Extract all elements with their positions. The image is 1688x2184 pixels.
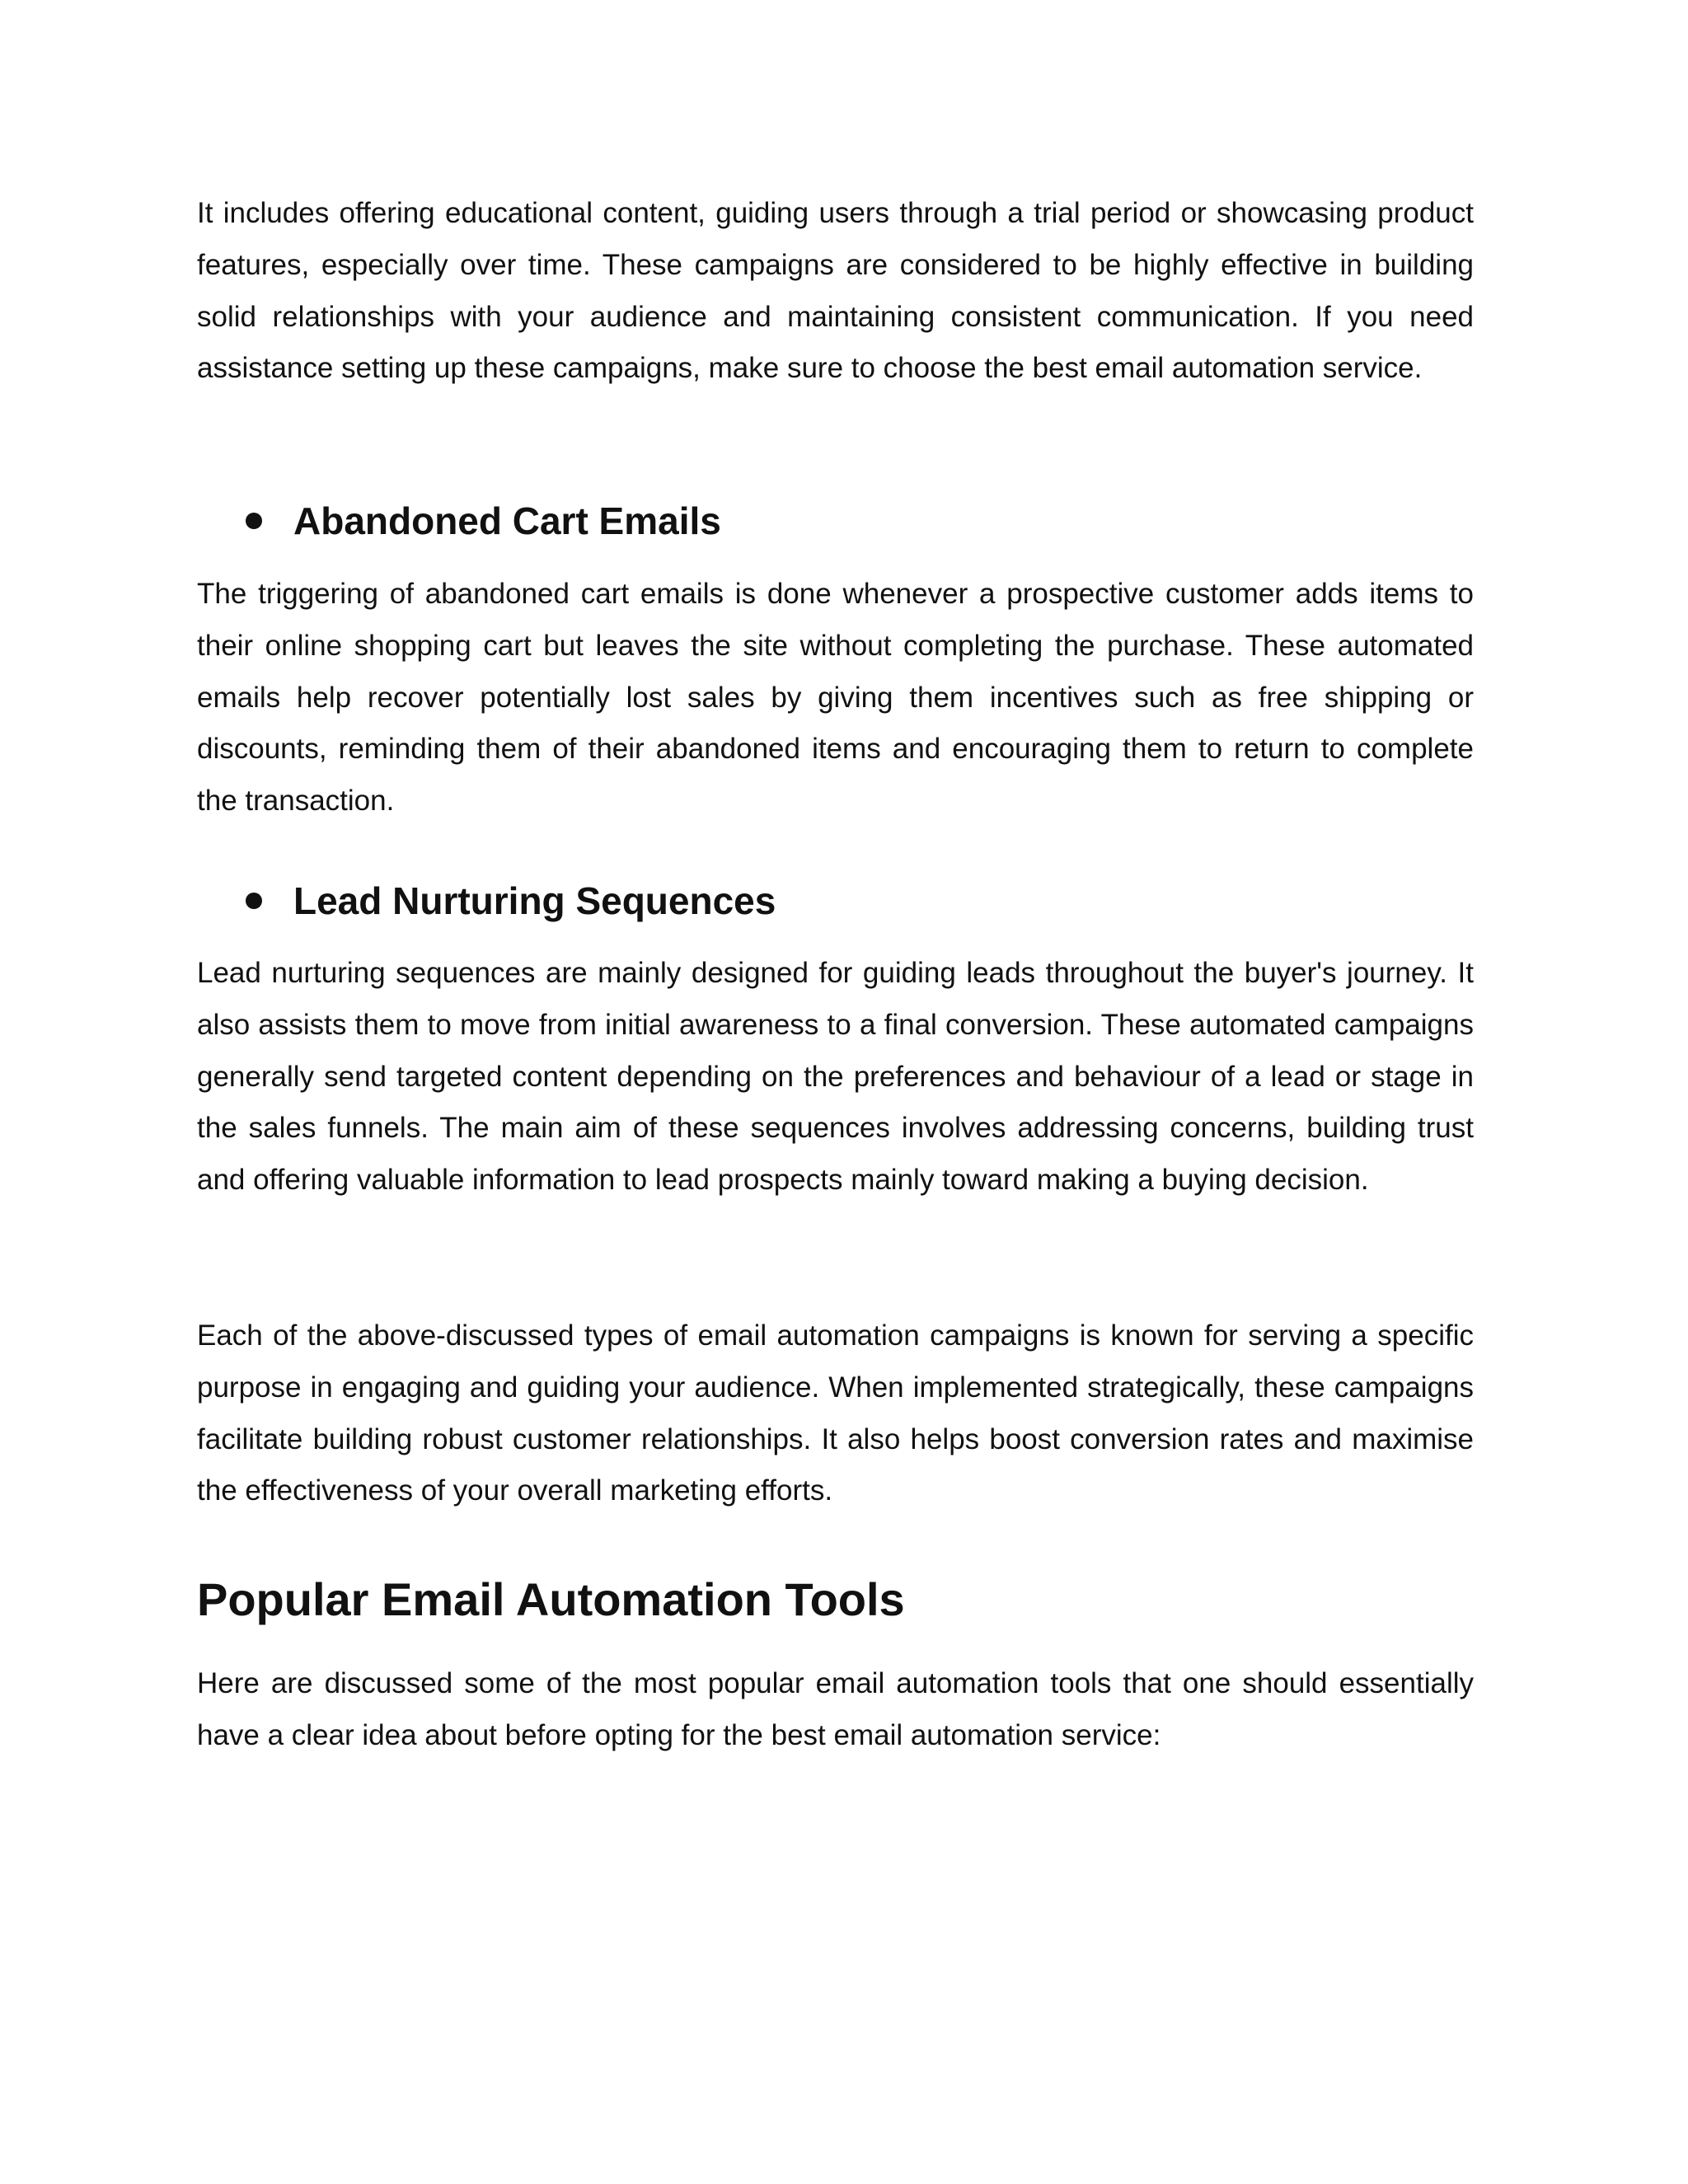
intro-paragraph: It includes offering educational content, guiding users through a trial period or showcasing product features, especially over time. These campaigns are considered to be highly effective in building solid relationships with your audience and maintaining consistent communication. If you need assistance setting up these campaigns, make sure to choose the best email automation service. [197,197,1474,385]
tools-intro-paragraph: Here are discussed some of the most popular email automation tools that one should essentially have a clear idea about before opting for the best email automation service: [197,1667,1474,1751]
heading-abandoned-cart [246,496,721,546]
heading-lead-nurturing [246,876,776,926]
abandoned-cart-paragraph: The triggering of abandoned cart emails is done whenever a prospective customer adds items to their online shopping cart but leaves the site without completing the purchase. These automated emails help recover potentially lost sales by giving them incentives such as free shipping or discounts, reminding them of their abandoned items and encouraging them to return to complete the transaction. [197,578,1474,818]
heading-text: Abandoned Cart Emails [293,499,721,542]
bullet-icon [246,893,262,909]
summary-paragraph: Each of the above-discussed types of email automation campaigns is known for serving a specific purpose in engaging and guiding your audience. When implemented strategically, these campaigns facilitate building robust customer relationships. It also helps boost conversion rates and maximise the effectiveness of your overall marketing efforts. [197,1319,1474,1507]
heading-tools: Popular Email Automation Tools [197,1573,905,1625]
heading-text: Lead Nurturing Sequences [293,879,776,922]
bullet-icon [246,513,262,529]
lead-nurturing-paragraph: Lead nurturing sequences are mainly designed for guiding leads throughout the buyer's journey. It also assists them to move from initial awareness to a final conversion. These automated campaigns generally send targeted content depending on the preferences and behaviour of a lead or stage in the sales funnels. The main aim of these sequences involves addressing concerns, building trust and offering valuable information to lead prospects mainly toward making a buying decision. [197,957,1474,1197]
